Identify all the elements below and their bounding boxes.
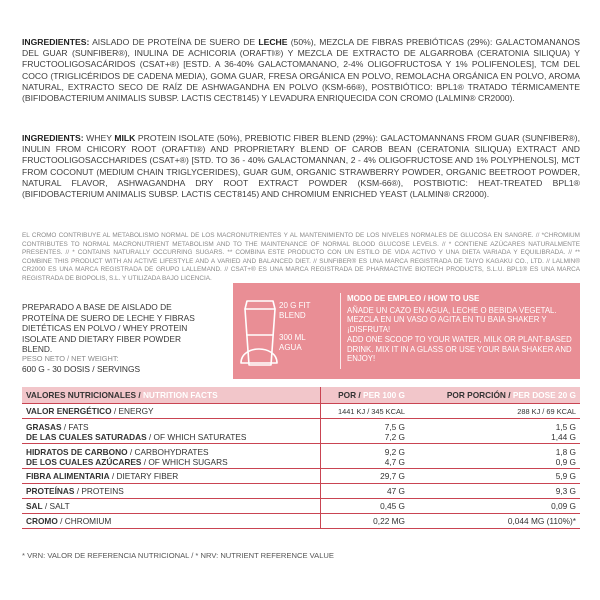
ingredients-en-text-1: WHEY — [86, 133, 112, 143]
ingredients-en — [22, 133, 580, 200]
header-col1-en: NUTRITION FACTS — [142, 390, 218, 400]
table-row: VALOR ENERGÉTICO / ENERGY 1441 KJ / 345 KCAL 288 KJ / 69 KCAL — [22, 403, 580, 418]
ingredients-en-text-2: PROTEIN ISOLATE (50%), PREBIOTIC FIBER BLEND (29%): GALACTOMANNANS FROM GUAR (SUNFIBER®), INULIN FROM CHICORY ROOT (ORAFTI®) AND PROPRIETARY BLEND OF CAROB BEAN (CERATONIA SILIQUA) EXTRACT AND FRUCTOOLIGOSACCHARIDES (CSAT+®) [STD. TO 36 - 40% GALACTOMANNAN, 2 - 4% OLIGOFRUCTOSE AND 1% POLYPHENOLS], MCT FROM COCONUT (MEDIUM CHAIN TRIGLYCERIDES), GUAR GUM, ORGANIC STRAWBERRY POWDER, ORGANIC BEETROOT POWDER, NATURAL FLAVOR, ASHWAGANDHA DRY ROOT EXTRACT POWDER (KSM-66®), POSTBIOTIC: HEAT-TREATED BPL1® (BIFIDOBACTERIUM ANIMALIS SUBSP. LACTIS CECT8145) AND CHROMIUM ENRICHED YEAST (LALMIN® CR2000). — [22, 133, 580, 200]
nutrition-header — [22, 387, 580, 403]
ingredients-en-label: INGREDIENTS: — [22, 133, 84, 143]
table-row: FIBRA ALIMENTARIA / DIETARY FIBER 29,7 G 5,9 G — [22, 468, 580, 483]
table-row: GRASAS / FATS 7,5 G 1,5 G DE LAS CUALES SATURADAS / OF WHICH SATURATES 7,2 G 1,44 G — [22, 418, 580, 443]
ingredients-es-text-2: (50%), MEZCLA DE FIBRAS PREBIÓTICAS (29%): GALACTOMANANOS DEL GUAR (SUNFIBER®), INULINA DE ACHICORIA (ORAFTI®) Y MEZCLA DE EXTRACTO DE ALGARROBA (CERATONIA SILIQUA) Y FRUCTOOLIGOSACÁRIDOS (CSAT+®) [ESTD. A 36-40% GALACTOMANANO, 2-4% OLIGOFRUCTOSA Y 1% POLIFENOLES], TCM DEL COCO (TRIGLICÉRIDOS DE CADENA MEDIA), GOMA GUAR, FRESA ORGÁNICA EN POLVO, REMOLACHA ORGÁNICA EN POLVO, AROMA NATURAL, EXTRACTO SECO DE RAÍZ DE ASHWAGANDHA EN POLVO (KSM-66®), POSTBIÓTICO: BPL1® TRATADO TÉRMICAMENTE (BIFIDOBACTERIUM ANIMALIS SUBSP. LACTIS CECT8145) Y LEVADURA ENRIQUECIDA CON CROMO (LALMIN® CR2000). — [22, 37, 580, 104]
header-col3-en: PER DOSE 20 G — [512, 390, 576, 400]
allergen-leche: LECHE — [258, 37, 288, 47]
header-col3-es: POR PORCIÓN / — [446, 390, 511, 400]
table-row: SAL / SALT 0,45 G 0,09 G — [22, 498, 580, 513]
header-col2-en: PER 100 G — [363, 390, 405, 400]
table-row: PROTEÍNAS / PROTEINS 47 G 9,3 G — [22, 483, 580, 498]
table-row: HIDRATOS DE CARBONO / CARBOHYDRATES 9,2 G 1,8 G DE LOS CUALES AZÚCARES / OF WHICH SUGARS 4,7 G 0,9 G — [22, 443, 580, 468]
legal-text: EL CROMO CONTRIBUYE AL METABOLISMO NORMAL DE LOS MACRONUTRIENTES Y AL MANTENIMIENTO DE LOS NIVELES NORMALES DE GLUCOSA EN SANGRE. // *CHROMIUM CONTRIBUTES TO NORMAL MACRONUTRIENT METABOLISM AND TO THE MAINTENANCE OF NORMAL BLOOD GLUCOSE LEVELS. // * CONTIENE AZÚCARES NATURALMENTE PRESENTES. // * CONTAINS NATURALLY OCCURRING SUGARS. ** COMBINA ESTE PRODUCTO CON UN ESTILO DE VIDA ACTIVO Y UNA DIETA VARIADA Y EQUILIBRADA. // ** COMBINE THIS PRODUCT WITH AN ACTIVE LIFESTYLE AND A VARIED AND BALANCED DIET. // SUNFIBER® ES UNA MARCA REGISTRADA DE TAIYO KAGAKU CO., LTD. // LALMIN® CR2000 ES UNA MARCA REGISTRADA DE GRUPO LALLEMAND. // CSAT+® ES UNA MARCA REGISTRADA DE PHARMACTIVE BIOTECH PRODUCTS, S.L.U. BPL1® ES UNA MARCA REGISTRADA DE BIOPOLIS, S.L. Y UTILIZADA BAJO LICENCIA. — [22, 232, 580, 282]
footnote: * VRN: VALOR DE REFERENCIA NUTRICIONAL / * NRV: NUTRIENT REFERENCE VALUE — [22, 551, 334, 560]
dose-label: 20 G FIT BLEND — [279, 301, 311, 320]
how-to-use-en: ADD ONE SCOOP TO YOUR WATER, MILK OR PLANT-BASED DRINK. MIX IT IN A GLASS OR USE YOUR BAIA SHAKER AND ENJOY! — [347, 335, 572, 364]
water-label: 300 ML AGUA — [279, 333, 306, 352]
how-to-use-es: AÑADE UN CAZO EN AGUA, LECHE O BEBIDA VEGETAL. MEZCLA EN UN VASO O AGITA EN TU BAIA SHAKER Y ¡DISFRUTA! — [347, 306, 557, 334]
net-weight — [22, 354, 207, 375]
preparation-text: PREPARADO A BASE DE AISLADO DE PROTEÍNA DE SUERO DE LECHE Y FIBRAS DIETÉTICAS EN POLVO / WHEY PROTEIN ISOLATE AND DIETARY FIBER POWDER BLEND. — [22, 302, 195, 355]
header-col2-es: POR / — [338, 390, 361, 400]
usage-divider — [340, 293, 341, 369]
ingredients-es-label: INGREDIENTES: — [22, 37, 90, 47]
allergen-milk: MILK — [114, 133, 136, 143]
nutrition-table — [22, 387, 580, 529]
usage-box — [233, 283, 580, 379]
net-weight-label: PESO NETO / NET WEIGHT: — [22, 354, 119, 363]
ingredients-es — [22, 37, 580, 104]
header-col1-es: VALORES NUTRICIONALES / — [26, 390, 141, 400]
how-to-use-title: MODO DE EMPLEO / HOW TO USE — [347, 294, 480, 303]
net-weight-value: 600 G - 30 DOSIS / SERVINGS — [22, 364, 141, 374]
how-to-use — [347, 293, 575, 363]
table-row: CROMO / CHROMIUM 0,22 MG 0,044 MG (110%)* — [22, 513, 580, 528]
ingredients-es-text-1: AISLADO DE PROTEÍNA DE SUERO DE — [92, 37, 256, 47]
